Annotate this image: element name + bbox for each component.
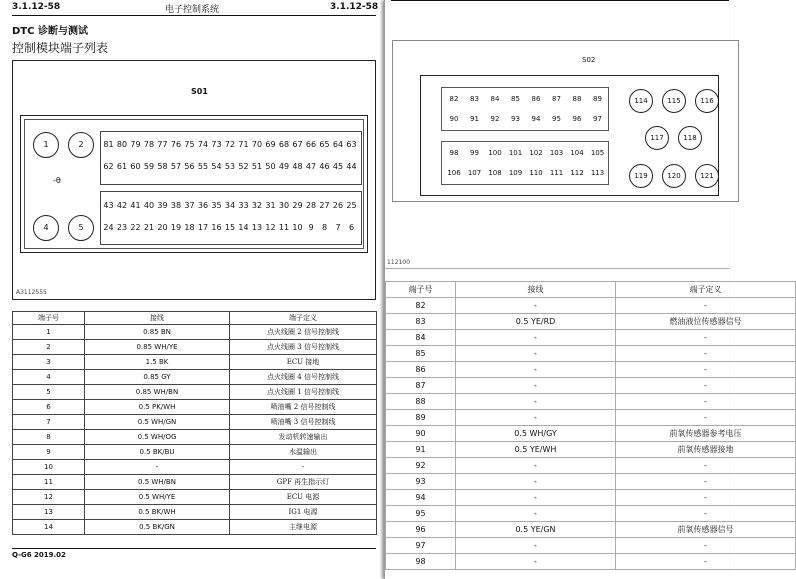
pin-36: 36 xyxy=(197,201,209,210)
pin-61: 61 xyxy=(116,162,128,171)
terminal-number: 1 xyxy=(13,325,85,340)
diagram-code-s02: 112100 xyxy=(387,259,410,266)
pin-107: 107 xyxy=(467,169,482,177)
pin-19: 19 xyxy=(170,223,182,232)
terminal-definition: - xyxy=(616,490,796,506)
terminal-definition: 水温输出 xyxy=(230,445,377,460)
pin-12: 12 xyxy=(265,223,276,232)
wire-spec: - xyxy=(456,410,616,426)
pin-2: 2 xyxy=(68,132,94,158)
table-row xyxy=(13,355,377,370)
pin-87: 87 xyxy=(552,95,561,103)
terminal-number: 89 xyxy=(386,410,456,426)
table-row xyxy=(386,346,796,362)
pin-96: 96 xyxy=(572,115,582,123)
table-row xyxy=(13,340,377,355)
wire-spec: 0.85 GY xyxy=(85,370,230,385)
pin-49: 49 xyxy=(278,162,290,171)
terminal-number: 94 xyxy=(386,490,456,506)
terminal-number: 13 xyxy=(13,505,85,520)
pin-37: 37 xyxy=(184,201,195,210)
table-row xyxy=(13,520,377,535)
wire-spec: 0.5 WH/YE xyxy=(85,490,230,505)
table-body xyxy=(13,325,377,535)
pin-48: 48 xyxy=(292,162,303,171)
page-subtitle: DTC 诊断与测试 xyxy=(12,26,88,37)
terminal-definition: - xyxy=(616,554,796,570)
pin-80: 80 xyxy=(116,140,128,149)
terminal-number: 8 xyxy=(13,430,85,445)
pin-85: 85 xyxy=(511,95,520,103)
table-row xyxy=(386,538,796,554)
pin-91: 91 xyxy=(470,115,479,123)
pin-14: 14 xyxy=(238,223,249,232)
wire-spec: 0.85 BN xyxy=(85,325,230,340)
terminal-number: 84 xyxy=(386,330,456,346)
terminal-definition: 喷油嘴 3 信号控制线 xyxy=(230,415,377,430)
pin-39: 39 xyxy=(157,201,168,210)
pin-73: 73 xyxy=(211,140,222,149)
pin-79: 79 xyxy=(130,140,141,149)
footer-rule xyxy=(12,548,376,549)
connector-diagram-s02 xyxy=(392,40,739,202)
terminal-definition: 喷油嘴 2 信号控制线 xyxy=(230,400,377,415)
pin-75: 75 xyxy=(184,140,195,149)
pin-63: 63 xyxy=(346,140,357,149)
wire-spec: - xyxy=(456,362,616,378)
header-terminal: 端子号 xyxy=(13,312,85,325)
terminal-number: 96 xyxy=(386,522,456,538)
page-heading: 控制模块端子列表 xyxy=(12,41,109,55)
connector-diagram-s01 xyxy=(12,60,376,300)
pin-65: 65 xyxy=(319,140,330,149)
wire-spec: 0.5 BK/GN xyxy=(85,520,230,535)
pin-82: 82 xyxy=(449,95,459,103)
pin-29: 29 xyxy=(292,201,303,210)
pin-31: 31 xyxy=(265,201,276,210)
pin-45: 45 xyxy=(332,162,344,171)
table-row xyxy=(13,460,377,475)
pin-46: 46 xyxy=(319,162,330,171)
pin-52: 52 xyxy=(238,162,249,171)
pin-90: 90 xyxy=(449,115,459,123)
wire-spec: 0.85 WH/YE xyxy=(85,340,230,355)
terminal-number: 4 xyxy=(13,370,85,385)
pin-1: 1 xyxy=(33,132,59,158)
terminal-definition: ECU 电源 xyxy=(230,490,377,505)
terminal-number: 10 xyxy=(13,460,85,475)
terminal-definition: 燃油液位传感器信号 xyxy=(616,314,796,330)
pin-42: 42 xyxy=(116,201,128,210)
table-row xyxy=(386,442,796,458)
terminal-definition: - xyxy=(616,362,796,378)
pin-101: 101 xyxy=(508,149,523,157)
pin-109: 109 xyxy=(508,169,523,177)
pin-115: 115 xyxy=(662,89,686,113)
wire-spec: 0.5 WH/BN xyxy=(85,475,230,490)
pin-83: 83 xyxy=(470,95,479,103)
terminal-definition: 前氧传感器接地 xyxy=(616,442,796,458)
pin-55: 55 xyxy=(197,162,209,171)
diagram-code: A3112555 xyxy=(16,289,47,296)
pin-21: 21 xyxy=(143,223,155,232)
pin-94: 94 xyxy=(531,115,541,123)
pin-8: 8 xyxy=(321,223,328,232)
table-row xyxy=(386,490,796,506)
wire-spec: - xyxy=(456,394,616,410)
header-terminal: 端子号 xyxy=(386,282,456,298)
terminal-definition: 点火线圈 4 信号控制线 xyxy=(230,370,377,385)
table-row xyxy=(386,378,796,394)
table-row xyxy=(386,426,796,442)
table-row xyxy=(13,325,377,340)
pin-64: 64 xyxy=(332,140,344,149)
wire-spec: - xyxy=(456,346,616,362)
chapter-title: 电子控制系统 xyxy=(164,5,219,15)
pin-102: 102 xyxy=(529,149,543,157)
pin-33: 33 xyxy=(238,201,249,210)
table-row xyxy=(386,474,796,490)
pin-95: 95 xyxy=(552,115,561,123)
pin-112: 112 xyxy=(570,169,584,177)
terminal-number: 91 xyxy=(386,442,456,458)
terminal-definition: 前氧传感器信号 xyxy=(616,522,796,538)
connector-label: S01 xyxy=(191,87,208,96)
terminal-definition: 点火线圈 3 信号控制线 xyxy=(230,340,377,355)
pin-20: 20 xyxy=(157,223,168,232)
table-row xyxy=(386,394,796,410)
wire-spec: 1.5 BK xyxy=(85,355,230,370)
connector-label-s02: S02 xyxy=(582,56,596,64)
terminal-number: 82 xyxy=(386,298,456,314)
terminal-number: 2 xyxy=(13,340,85,355)
table-row xyxy=(386,554,796,570)
wire-spec: - xyxy=(85,460,230,475)
terminal-definition: - xyxy=(616,330,796,346)
pin-88: 88 xyxy=(572,95,582,103)
wire-spec: 0.5 YE/WH xyxy=(456,442,616,458)
pin-38: 38 xyxy=(170,201,182,210)
pin-89: 89 xyxy=(593,95,602,103)
wire-spec: 0.5 BK/WH xyxy=(85,505,230,520)
pin-76: 76 xyxy=(170,140,182,149)
pin-105: 105 xyxy=(590,149,605,157)
footer-code: Q-G6 2019.02 xyxy=(12,551,66,559)
pin-113: 113 xyxy=(590,169,605,177)
pin-59: 59 xyxy=(143,162,155,171)
pin-119: 119 xyxy=(629,164,653,188)
terminal-number: 90 xyxy=(386,426,456,442)
wire-spec: - xyxy=(456,378,616,394)
terminal-number: 5 xyxy=(13,385,85,400)
terminal-definition: - xyxy=(616,410,796,426)
terminal-number: 86 xyxy=(386,362,456,378)
wire-spec: - xyxy=(456,474,616,490)
pin-78: 78 xyxy=(143,140,155,149)
pin-103: 103 xyxy=(549,149,564,157)
pin-27: 27 xyxy=(319,201,330,210)
pin-86: 86 xyxy=(531,95,541,103)
terminal-number: 9 xyxy=(13,445,85,460)
pin-11: 11 xyxy=(278,223,290,232)
wire-spec: - xyxy=(456,298,616,314)
terminal-number: 92 xyxy=(386,458,456,474)
pin-9: 9 xyxy=(308,223,314,232)
pin-70: 70 xyxy=(251,140,263,149)
terminal-number: 95 xyxy=(386,506,456,522)
pin-47: 47 xyxy=(305,162,317,171)
header-wire: 接线 xyxy=(85,312,230,325)
table-header-row xyxy=(13,312,377,325)
pin-99: 99 xyxy=(470,149,479,157)
pin-116: 116 xyxy=(695,89,719,113)
table-row xyxy=(13,505,377,520)
table-row xyxy=(13,430,377,445)
header-rule xyxy=(12,15,376,16)
terminal-definition: 发动机转速输出 xyxy=(230,430,377,445)
pin-62: 62 xyxy=(103,162,114,171)
pin-26: 26 xyxy=(332,201,344,210)
terminal-definition: 点火线圈 1 信号控制线 xyxy=(230,385,377,400)
pin-25: 25 xyxy=(346,201,357,210)
terminal-table-right xyxy=(385,281,796,570)
pin-44: 44 xyxy=(346,162,357,171)
terminal-definition: - xyxy=(616,378,796,394)
terminal-definition: - xyxy=(616,394,796,410)
pin-68: 68 xyxy=(278,140,290,149)
pin-84: 84 xyxy=(490,95,500,103)
wire-spec: - xyxy=(456,490,616,506)
wire-spec: 0.5 PK/WH xyxy=(85,400,230,415)
terminal-definition: - xyxy=(616,506,796,522)
left-page xyxy=(0,0,384,579)
wire-spec: 0.5 WH/GY xyxy=(456,426,616,442)
pin-54: 54 xyxy=(211,162,222,171)
terminal-definition: 主继电源 xyxy=(230,520,377,535)
terminal-definition: - xyxy=(616,298,796,314)
pin-120: 120 xyxy=(662,164,686,188)
pin-104: 104 xyxy=(570,149,584,157)
terminal-number: 14 xyxy=(13,520,85,535)
wire-spec: 0.5 BK/BU xyxy=(85,445,230,460)
pin-92: 92 xyxy=(490,115,500,123)
wire-spec: 0.5 WH/OG xyxy=(85,430,230,445)
terminal-definition: 前氧传感器参考电压 xyxy=(616,426,796,442)
pin-121: 121 xyxy=(695,164,719,188)
terminal-definition: 点火线圈 2 信号控制线 xyxy=(230,325,377,340)
wire-spec: 0.5 YE/GN xyxy=(456,522,616,538)
table-row xyxy=(386,410,796,426)
table-row xyxy=(386,330,796,346)
pin-53: 53 xyxy=(224,162,236,171)
terminal-number: 98 xyxy=(386,554,456,570)
pin-51: 51 xyxy=(251,162,263,171)
pin-40: 40 xyxy=(143,201,155,210)
terminal-number: 6 xyxy=(13,400,85,415)
table-row xyxy=(386,522,796,538)
table-row xyxy=(13,370,377,385)
terminal-number: 11 xyxy=(13,475,85,490)
pin-67: 67 xyxy=(292,140,303,149)
pin-34: 34 xyxy=(224,201,236,210)
wire-spec: 0.5 YE/RD xyxy=(456,314,616,330)
table-row xyxy=(13,400,377,415)
header-definition: 端子定义 xyxy=(616,282,796,298)
pin-98: 98 xyxy=(449,149,459,157)
pin-111: 111 xyxy=(549,169,564,177)
terminal-number: 83 xyxy=(386,314,456,330)
pin-32: 32 xyxy=(251,201,263,210)
table-row xyxy=(386,314,796,330)
pin-28: 28 xyxy=(305,201,317,210)
table-row xyxy=(13,385,377,400)
pin-50: 50 xyxy=(265,162,276,171)
pin-15: 15 xyxy=(224,223,236,232)
terminal-definition: - xyxy=(230,460,377,475)
pin-43: 43 xyxy=(103,201,114,210)
terminal-number: 97 xyxy=(386,538,456,554)
right-top-rule xyxy=(391,0,729,1)
pin-93: 93 xyxy=(511,115,520,123)
header-definition: 端子定义 xyxy=(230,312,377,325)
pin-72: 72 xyxy=(224,140,236,149)
pin-24: 24 xyxy=(103,223,114,232)
table-body xyxy=(386,298,796,570)
terminal-definition: IG1 电源 xyxy=(230,505,377,520)
table-row xyxy=(386,362,796,378)
pin-10: 10 xyxy=(292,223,303,232)
pin-23: 23 xyxy=(116,223,128,232)
wire-spec: - xyxy=(456,458,616,474)
table-row xyxy=(13,445,377,460)
header-wire: 接线 xyxy=(456,282,616,298)
pin-108: 108 xyxy=(488,169,502,177)
wire-spec: - xyxy=(456,554,616,570)
pin-71: 71 xyxy=(238,140,249,149)
pin-77: 77 xyxy=(157,140,168,149)
key-symbol: -θ xyxy=(53,176,61,185)
pin-17: 17 xyxy=(197,223,209,232)
pin-13: 13 xyxy=(251,223,263,232)
table-row xyxy=(386,458,796,474)
pin-114: 114 xyxy=(629,89,653,113)
table-header-row xyxy=(386,282,796,298)
pin-81: 81 xyxy=(103,140,114,149)
terminal-number: 88 xyxy=(386,394,456,410)
pin-56: 56 xyxy=(184,162,195,171)
wire-spec: - xyxy=(456,330,616,346)
pin-66: 66 xyxy=(305,140,317,149)
terminal-definition: - xyxy=(616,458,796,474)
terminal-number: 85 xyxy=(386,346,456,362)
pin-117: 117 xyxy=(645,126,669,150)
section-number-left: 3.1.12-58 xyxy=(12,2,61,12)
pin-35: 35 xyxy=(211,201,222,210)
terminal-number: 3 xyxy=(13,355,85,370)
right-page xyxy=(384,0,742,579)
pin-74: 74 xyxy=(197,140,209,149)
table-row xyxy=(13,490,377,505)
pin-57: 57 xyxy=(170,162,182,171)
table-row xyxy=(13,475,377,490)
table-row xyxy=(13,415,377,430)
pin-106: 106 xyxy=(447,169,461,177)
section-number-right: 3.1.12-58 xyxy=(330,2,379,12)
terminal-definition: ECU 接地 xyxy=(230,355,377,370)
pin-4: 4 xyxy=(33,215,59,241)
wire-spec: 0.85 WH/BN xyxy=(85,385,230,400)
pin-58: 58 xyxy=(157,162,168,171)
terminal-number: 93 xyxy=(386,474,456,490)
terminal-number: 7 xyxy=(13,415,85,430)
table-row xyxy=(386,298,796,314)
pin-100: 100 xyxy=(488,149,502,157)
terminal-definition: - xyxy=(616,474,796,490)
pin-5: 5 xyxy=(68,215,94,241)
terminal-table-left xyxy=(12,311,377,535)
pin-97: 97 xyxy=(593,115,602,123)
wire-spec: - xyxy=(456,506,616,522)
wire-spec: - xyxy=(456,538,616,554)
terminal-definition: GPF 再生指示灯 xyxy=(230,475,377,490)
pin-7: 7 xyxy=(335,223,341,232)
pin-118: 118 xyxy=(678,126,702,150)
pin-69: 69 xyxy=(265,140,276,149)
pin-16: 16 xyxy=(211,223,222,232)
terminal-definition: - xyxy=(616,346,796,362)
pin-60: 60 xyxy=(130,162,141,171)
pin-30: 30 xyxy=(278,201,290,210)
right-rule xyxy=(385,268,729,269)
pin-18: 18 xyxy=(184,223,195,232)
terminal-number: 87 xyxy=(386,378,456,394)
pin-110: 110 xyxy=(529,169,543,177)
wire-spec: 0.5 WH/GN xyxy=(85,415,230,430)
pin-41: 41 xyxy=(130,201,141,210)
terminal-number: 12 xyxy=(13,490,85,505)
pin-22: 22 xyxy=(130,223,141,232)
terminal-definition: - xyxy=(616,538,796,554)
pin-6: 6 xyxy=(348,223,355,232)
table-row xyxy=(386,506,796,522)
